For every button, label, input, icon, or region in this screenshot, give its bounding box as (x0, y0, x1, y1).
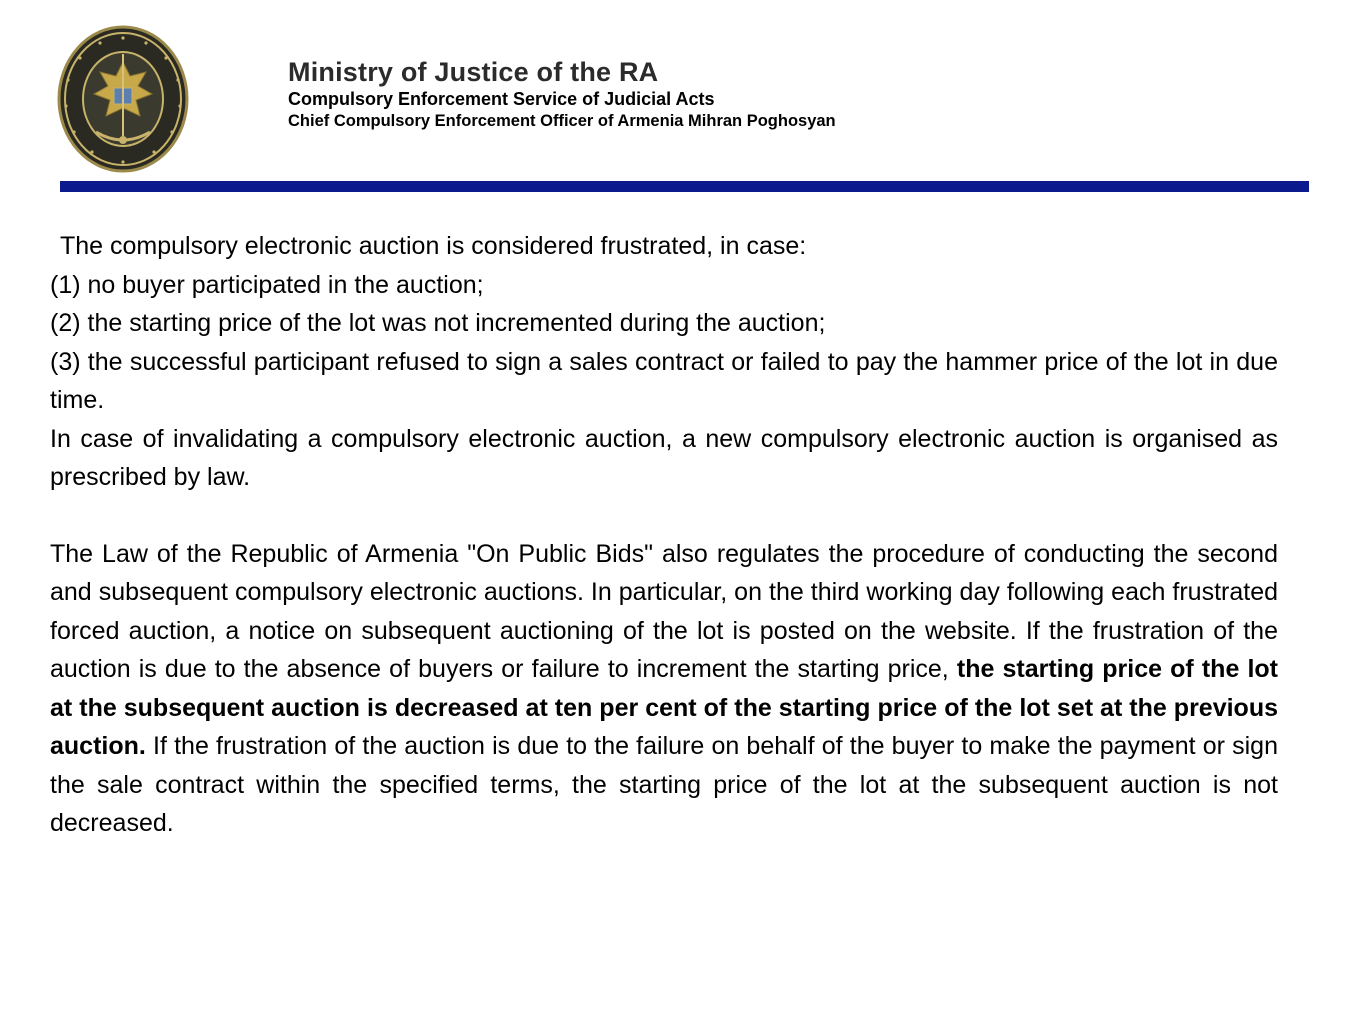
header-divider (60, 181, 1309, 192)
condition-item-2: (2) the starting price of the lot was not incremented during the auction; (50, 309, 826, 337)
condition-item-1: (1) no buyer participated in the auction; (50, 270, 484, 299)
law-text-part-2: If the frustration of the auction is due to the failure on behalf of the buyer to make the payment or sign the sale contract within the specified terms, the starting price of the lot at the subsequent auction is not decreased. (50, 732, 1278, 837)
ministry-emblem-icon (56, 24, 190, 174)
chief-officer-line: Chief Compulsory Enforcement Officer of Armenia Mihran Poghosyan (288, 112, 836, 130)
service-subtitle: Compulsory Enforcement Service of Judicial Acts (288, 89, 715, 109)
law-paragraph (50, 535, 1278, 843)
ministry-title: Ministry of Justice of the RA (288, 57, 659, 87)
intro-paragraph: The compulsory electronic auction is considered frustrated, in case: (60, 232, 807, 260)
law-text-emphasis: the starting price of the lot at the subsequent auction is decreased at ten per cent of the starting price of the lot set at the previous auction. (50, 655, 1278, 760)
main-content (50, 227, 1278, 843)
header (288, 56, 836, 132)
condition-item-3: (3) the successful participant refused to sign a sales contract or failed to pay the hammer price of the lot in due time. (50, 347, 1278, 414)
invalidation-paragraph: In case of invalidating a compulsory electronic auction, a new compulsory electronic auction is organised as prescribed by law. (50, 424, 1278, 491)
paragraph-spacer (50, 497, 1278, 535)
law-text-part-1: The Law of the Republic of Armenia "On Public Bids" also regulates the procedure of conducting the second and subsequent compulsory electronic auctions. In particular, on the third working day following each frustrated forced auction, a notice on subsequent auctioning of the lot is posted on the website. If the frustration of the auction is due to the absence of buyers or failure to increment the starting price, (50, 539, 1278, 683)
